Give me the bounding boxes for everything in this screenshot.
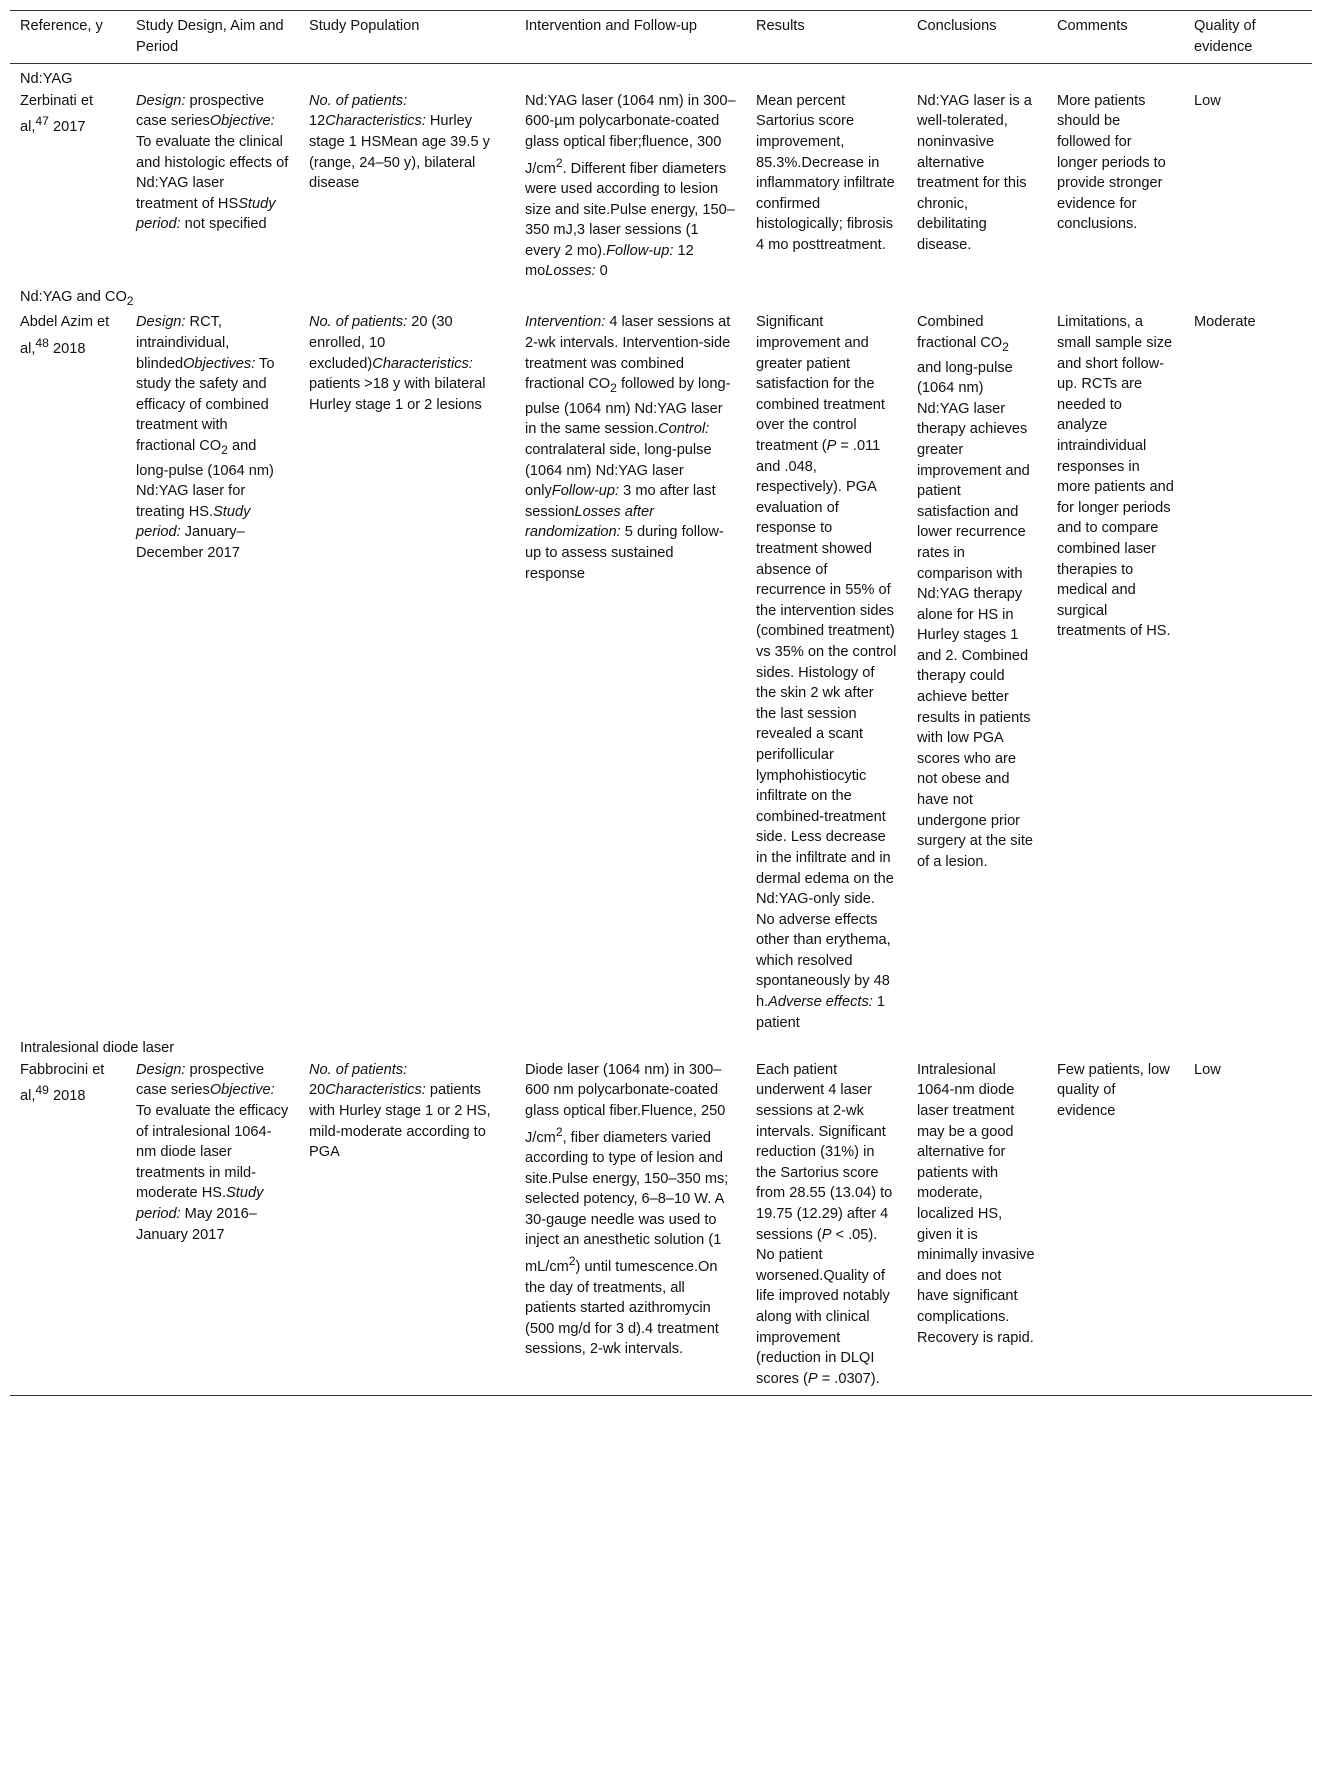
table-container bbox=[10, 10, 1312, 1396]
group-row-ndyag-co2 bbox=[10, 282, 1312, 312]
header-results: Results bbox=[756, 18, 805, 34]
table-row bbox=[10, 1059, 1312, 1396]
table-row bbox=[10, 90, 1312, 282]
group-label: Nd:YAG and $CO_2$ bbox=[20, 288, 134, 308]
cell-intervention: Diode laser (1064 nm) in 300–600 nm polycarbonate-coated glass optical fiber.Fluence, 250 $J/cm^2$, fiber diameters varied according to type of lesion and site.Pulse energy, 150–350 ms; selected potency, 6–8–10 W. A 30-gauge needle was used to inject an anesthetic solution (1 $mL/cm^2$) until tumescence.On the day of treatments, all patients started azithromycin (500 mg/d for 3 d).4 treatment sessions, 2-wk intervals. bbox=[525, 1061, 729, 1358]
cell-results: Mean percent Sartorius score improvement, 85.3%.Decrease in inflammatory infiltrate confirmed histologically; fibrosis 4 mo posttreatment. bbox=[756, 92, 895, 253]
cell-quality: Low bbox=[1194, 1061, 1221, 1078]
cell-quality: Moderate bbox=[1194, 314, 1256, 331]
cell-population: No. of patients: 12Characteristics: Hurley stage 1 HSMean age 39.5 y (range, 24–50 y), bilateral disease bbox=[309, 92, 490, 192]
group-row-diode-laser bbox=[10, 1033, 1312, 1059]
cell-design: Design: prospective case seriesObjective: To evaluate the clinical and histologic effects of Nd:YAG laser treatment of HSStudy period: not specified bbox=[136, 92, 289, 233]
cell-intervention: Nd:YAG laser (1064 nm) in 300–600-µm polycarbonate-coated glass optical fiber;fluence, 300 $J/cm^2$. Different fiber diameters were used according to lesion size and site.Pulse energy, 150–350 mJ,3 laser sessions (1 every 2 mo).Follow-up: 12 moLosses: 0 bbox=[525, 92, 736, 280]
header-comments: Comments bbox=[1057, 18, 1128, 34]
header-intervention: Intervention and Follow-up bbox=[525, 18, 697, 34]
table-row bbox=[10, 311, 1312, 1033]
group-row-ndyag bbox=[10, 64, 1312, 90]
cell-conclusions: Nd:YAG laser is a well-tolerated, noninvasive alternative treatment for this chronic, debilitating disease. bbox=[917, 92, 1032, 253]
cell-results: Each patient underwent 4 laser sessions at 2-wk intervals. Significant reduction (31%) in the Sartorius score from 28.55 (13.04) to 19.75 (12.29) after 4 sessions (P < .05). No patient worsened.Quality of life improved notably along with clinical improvement (reduction in DLQI scores (P = .0307). bbox=[756, 1061, 893, 1387]
cell-population: No. of patients: 20Characteristics: patients with Hurley stage 1 or 2 HS, mild-moderate according to PGA bbox=[309, 1061, 491, 1161]
cell-reference: Zerbinati et al,$^{47}$ 2017 bbox=[20, 92, 94, 136]
cell-intervention: Intervention: 4 laser sessions at 2-wk intervals. Intervention-side treatment was combined fractional $CO_2$ followed by long-pulse (1064 nm) Nd:YAG laser in the same session.Control: contralateral side, long-pulse (1064 nm) Nd:YAG laser onlyFollow-up: 3 mo after last sessionLosses after randomization: 5 during follow-up to assess sustained response bbox=[525, 314, 731, 582]
cell-quality: Low bbox=[1194, 92, 1221, 109]
cell-conclusions: Intralesional 1064-nm diode laser treatment may be a good alternative for patients with moderate, localized HS, given it is minimally invasive and does not have significant complications. Recovery is rapid. bbox=[917, 1061, 1035, 1346]
header-study-design: Study Design, Aim and Period bbox=[136, 18, 284, 55]
cell-reference: Fabbrocini et al,$^{49}$ 2018 bbox=[20, 1061, 105, 1105]
group-label: Nd:YAG bbox=[20, 71, 73, 88]
cell-design: Design: prospective case seriesObjective: To evaluate the efficacy of intralesional 1064-nm diode laser treatments in mild-moderate HS.Study period: May 2016–January 2017 bbox=[136, 1061, 289, 1243]
cell-reference: Abdel Azim et al,$^{48}$ 2018 bbox=[20, 314, 110, 357]
cell-conclusions: Combined fractional $CO_2$ and long-pulse (1064 nm) Nd:YAG laser therapy achieves greater improvement and patient satisfaction and lower recurrence rates in comparison with Nd:YAG therapy alone for HS in Hurley stages 1 and 2. Combined therapy could achieve better results in patients with low PGA scores who are not obese and have not undergone prior surgery at the site of a lesion. bbox=[917, 314, 1033, 870]
cell-comments: More patients should be followed for longer periods to provide stronger evidence for conclusions. bbox=[1057, 92, 1166, 233]
header-row bbox=[10, 11, 1312, 64]
header-study-population: Study Population bbox=[309, 18, 420, 34]
header-conclusions: Conclusions bbox=[917, 18, 997, 34]
header-quality: Quality of evidence bbox=[1194, 18, 1256, 55]
group-label: Intralesional diode laser bbox=[20, 1040, 175, 1057]
cell-design: Design: RCT, intraindividual, blindedObjectives: To study the safety and efficacy of combined treatment with fractional $CO_2$ and long-pulse (1064 nm) Nd:YAG laser for treating HS.Study period: January–December 2017 bbox=[136, 314, 275, 561]
cell-population: No. of patients: 20 (30 enrolled, 10 excluded)Characteristics: patients >18 y with bilateral Hurley stage 1 or 2 lesions bbox=[309, 314, 486, 413]
cell-results: Significant improvement and greater patient satisfaction for the combined treatment over the control treatment (P = .011 and .048, respectively). PGA evaluation of response to treatment showed absence of recurrence in 55% of the intervention sides (combined treatment) vs 35% on the control sides. Histology of the skin 2 wk after the last session revealed a scant perifollicular lymphohistiocytic infiltrate on the combined-treatment side. Less decrease in the infiltrate and in dermal edema on the Nd:YAG-only side. No adverse effects other than erythema, which resolved spontaneously by 48 h.Adverse effects: 1 patient bbox=[756, 314, 897, 1031]
cell-comments: Limitations, a small sample size and short follow-up. RCTs are needed to analyze intraindividual responses in more patients and for longer periods and to compare combined laser therapies to medical and surgical treatments of HS. bbox=[1057, 314, 1174, 640]
cell-comments: Few patients, low quality of evidence bbox=[1057, 1061, 1170, 1120]
header-reference: Reference, y bbox=[20, 18, 103, 34]
evidence-table bbox=[10, 10, 1312, 1396]
